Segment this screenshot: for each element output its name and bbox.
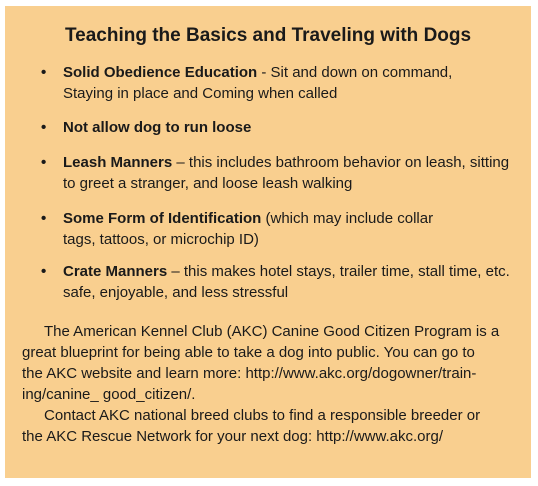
bullet-bold: Solid Obedience Education <box>63 64 258 81</box>
box-title: Teaching the Basics and Traveling with Dogs <box>64 25 472 46</box>
paragraph-line: Contact AKC national breed clubs to find a responsible breeder or <box>44 407 481 424</box>
info-box <box>5 6 531 478</box>
bullet-icon: • <box>41 119 47 136</box>
bullet-text-2: to greet a stranger, and loose leash walking <box>63 175 353 192</box>
paragraph-line: ing/canine_ good_citizen/. <box>22 386 196 403</box>
bullet-icon: • <box>41 263 47 280</box>
bullet-item <box>41 208 511 250</box>
bullet-text-2: safe, enjoyable, and less stressful <box>63 284 289 301</box>
bullet-item <box>41 261 511 303</box>
bullet-text-2: Staying in place and Coming when called <box>63 85 338 102</box>
paragraph-line: The American Kennel Club (AKC) Canine Good Citizen Program is a <box>44 323 500 340</box>
bullet-bold: Not allow dog to run loose <box>63 119 252 136</box>
paragraph-akc-program <box>22 321 522 405</box>
paragraph-line: the AKC Rescue Network for your next dog: http://www.akc.org/ <box>22 428 444 445</box>
bullet-icon: • <box>41 210 47 227</box>
bullet-icon: • <box>41 154 47 171</box>
bullet-item <box>41 62 511 104</box>
bullet-item <box>41 152 511 194</box>
bullet-bold: Crate Manners <box>63 263 168 280</box>
bullet-item <box>41 117 511 138</box>
paragraph-line: the AKC website and learn more: http://www.akc.org/dogowner/train- <box>22 365 477 382</box>
paragraph-breed-clubs <box>22 405 522 447</box>
bullet-text: - Sit and down on command, <box>257 64 453 81</box>
bullet-bold: Leash Manners <box>63 154 173 171</box>
bullet-text-2: tags, tattoos, or microchip ID) <box>63 231 259 248</box>
bullet-text: – this makes hotel stays, trailer time, stall time, etc. <box>167 263 510 280</box>
paragraph-line: great blueprint for being able to take a dog into public. You can go to <box>22 344 475 361</box>
bullet-icon: • <box>41 64 47 81</box>
bullet-bold: Some Form of Identification <box>63 210 262 227</box>
bullet-text: – this includes bathroom behavior on leash, sitting <box>172 154 510 171</box>
bullet-text: (which may include collar <box>261 210 434 227</box>
